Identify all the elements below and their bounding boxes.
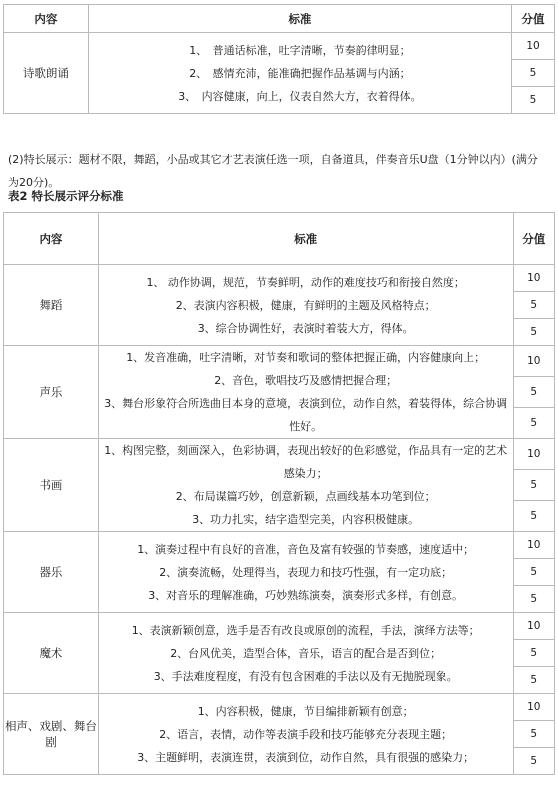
criteria-cell [98,265,513,346]
score-value: 10 [513,613,555,640]
score-value: 5 [513,501,555,532]
score-value: 10 [513,346,555,377]
criteria-item: 1、发音准确，吐字清晰，对节奏和歌词的整体把握正确，内容健康向上； [126,351,486,364]
criteria-item: 3、手法难度程度，有没有包含困难的手法以及有无抛脱现象。 [153,669,458,683]
criteria-item: 1、内容积极，健康，节目编排新颖有创意； [197,704,414,718]
talent-show-note: (2)特长展示：题材不限，舞蹈，小品或其它才艺表演任选一项，自备道具，伴奏音乐U盘（1分钟以内）(满分为20分)。 [8,153,538,189]
header-criteria: 标准 [98,213,513,265]
category-name: 书画 [4,439,99,532]
criteria-item: 2、音色，歌唱技巧及感情把握合理； [214,374,398,387]
criteria-item: 2、演奏流畅，处理得当，表现力和技巧性强，有一定功底； [159,565,453,579]
score-value: 5 [513,319,555,346]
criteria-item: 3、综合协调性好，表演时着装大方，得体。 [197,321,414,335]
category-name: 舞蹈 [4,265,99,346]
header-score: 分值 [512,5,555,33]
score-value: 5 [513,721,555,748]
criteria-cell [98,439,513,532]
table-row [4,33,555,60]
table-row [4,694,555,721]
score-value: 5 [513,667,555,694]
criteria-item: 3、 内容健康，向上，仪表自然大方，衣着得体。 [178,89,422,103]
score-value: 5 [512,87,555,114]
table-row [4,532,555,559]
category-name: 魔术 [4,613,99,694]
score-value: 5 [513,640,555,667]
score-value: 5 [513,377,555,408]
header-criteria: 标准 [88,5,511,33]
score-value: 5 [513,586,555,613]
score-value: 5 [512,60,555,87]
criteria-item: 2、布局谋篇巧妙，创意新颖，点画线基本功笔到位； [175,490,436,503]
header-content: 内容 [4,213,99,265]
criteria-cell [98,694,513,775]
score-value: 10 [513,265,555,292]
table-row [4,613,555,640]
header-score: 分值 [513,213,555,265]
category-name: 器乐 [4,532,99,613]
criteria-cell [98,613,513,694]
header-content: 内容 [4,5,89,33]
criteria-cell [98,346,513,439]
criteria-cell [88,33,511,114]
score-value: 5 [513,559,555,586]
criteria-item: 1、 动作协调，规范，节奏鲜明，动作的难度技巧和衔接自然度； [146,275,465,289]
table-row [4,346,555,377]
table2-caption: 表2 特长展示评分标准 [8,189,124,203]
score-value: 5 [513,292,555,319]
score-value: 10 [512,33,555,60]
criteria-item: 1、演奏过程中有良好的音准，音色及富有较强的节奏感，速度适中； [137,542,475,556]
criteria-item: 2、 感情充沛，能准确把握作品基调与内涵； [189,66,411,80]
table-talent-criteria [3,212,555,775]
criteria-cell [98,532,513,613]
table-poetry-criteria [3,4,555,114]
criteria-item: 1、 普通话标准，吐字清晰，节奏韵律明显； [189,43,411,57]
score-value: 5 [513,470,555,501]
category-name: 声乐 [4,346,99,439]
criteria-item: 1、表演新颖创意，选手是否有改良或原创的流程，手法，演绎方法等； [131,623,480,637]
score-value: 10 [513,439,555,470]
criteria-item: 3、舞台形象符合所选曲目本身的意境，表演到位，动作自然，着装得体，综合协调性好。 [104,397,508,433]
category-name: 诗歌朗诵 [4,33,89,114]
score-value: 10 [513,532,555,559]
criteria-item: 3、主题鲜明，表演连贯，表演到位，动作自然，具有很强的感染力； [137,750,475,764]
table-row [4,439,555,470]
criteria-item: 2、台风优美，造型合体，音乐，语言的配合是否到位； [170,646,442,660]
score-value: 5 [513,748,555,775]
score-value: 5 [513,408,555,439]
criteria-item: 3、功力扎实，结字造型完美，内容积极健康。 [192,513,420,526]
criteria-item: 2、表演内容积极，健康，有鲜明的主题及风格特点； [175,298,436,312]
criteria-item: 3、对音乐的理解准确，巧妙熟练演奏，演奏形式多样，有创意。 [148,588,464,602]
table-row [4,265,555,292]
score-value: 10 [513,694,555,721]
criteria-item: 1、构图完整，刻画深入，色彩协调，表现出较好的色彩感觉，作品具有一定的艺术感染力； [104,444,508,480]
category-name: 相声、戏剧、舞台剧 [4,694,99,775]
criteria-item: 2、语言，表情，动作等表演手段和技巧能够充分表现主题； [159,727,453,741]
